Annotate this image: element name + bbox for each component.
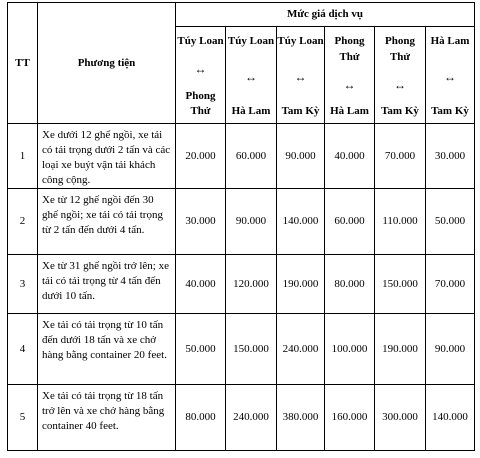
price-cell: 40.000 (176, 255, 226, 314)
price-cell: 240.000 (277, 314, 325, 385)
price-cell: 20.000 (176, 124, 226, 189)
price-cell: 240.000 (226, 385, 277, 451)
header-route-6 (426, 27, 475, 124)
header-tt: TT (8, 3, 38, 124)
route-from: Túy Loan (277, 35, 324, 47)
price-cell: 30.000 (426, 124, 475, 189)
price-cell: 300.000 (375, 385, 426, 451)
price-cell: 90.000 (277, 124, 325, 189)
header-route-3 (277, 27, 325, 124)
price-cell: 90.000 (426, 314, 475, 385)
header-vehicle: Phương tiện (38, 3, 176, 124)
price-cell: 50.000 (426, 189, 475, 255)
price-cell: 140.000 (277, 189, 325, 255)
route-to: Phong Thử (185, 90, 216, 117)
price-cell: 70.000 (375, 124, 426, 189)
double-arrow-icon: ↔ (294, 69, 307, 84)
row-tt: 4 (8, 314, 38, 385)
table-row (8, 255, 475, 314)
route-to: Hà Lam (231, 105, 271, 117)
price-cell: 30.000 (176, 189, 226, 255)
header-route-4 (325, 27, 375, 124)
row-tt: 1 (8, 124, 38, 189)
double-arrow-icon: ↔ (394, 77, 406, 92)
double-arrow-icon: ↔ (444, 69, 456, 84)
price-cell: 190.000 (277, 255, 325, 314)
price-cell: 140.000 (426, 385, 475, 451)
route-from: Phong Thử (385, 35, 415, 63)
price-cell: 70.000 (426, 255, 475, 314)
table-row (8, 189, 475, 255)
route-from: Túy Loan (177, 35, 224, 47)
price-cell: 90.000 (226, 189, 277, 255)
price-cell: 190.000 (375, 314, 426, 385)
row-vehicle: Xe từ 12 ghế ngồi đến 30 ghế ngồi; xe tải có tải trọng từ 2 tấn đến dưới 4 tấn. (38, 189, 176, 255)
route-from: Túy Loan (227, 35, 275, 47)
table-row (8, 385, 475, 451)
route-to: Tam Kỳ (431, 105, 469, 117)
row-tt: 3 (8, 255, 38, 314)
route-to: Tam Kỳ (381, 105, 419, 117)
price-cell: 60.000 (226, 124, 277, 189)
row-vehicle: Xe tải có tải trọng từ 18 tấn trở lên và xe chở hàng bằng container 40 feet. (38, 385, 176, 451)
header-route-1 (176, 27, 226, 124)
price-cell: 50.000 (176, 314, 226, 385)
route-from: Hà Lam (430, 35, 470, 47)
route-to: Hà Lam (330, 105, 369, 117)
price-cell: 150.000 (375, 255, 426, 314)
table-row (8, 124, 475, 189)
price-cell: 80.000 (325, 255, 375, 314)
price-cell: 160.000 (325, 385, 375, 451)
header-route-5 (375, 27, 426, 124)
price-cell: 150.000 (226, 314, 277, 385)
double-arrow-icon: ↔ (245, 69, 257, 84)
double-arrow-icon: ↔ (194, 62, 207, 76)
header-route-2 (226, 27, 277, 124)
row-vehicle: Xe tải có tải trọng từ 10 tấn đến dưới 18 tấn và xe chở hàng bằng container 20 feet. (38, 314, 176, 385)
route-to: Tam Kỳ (281, 105, 320, 117)
price-cell: 110.000 (375, 189, 426, 255)
row-tt: 2 (8, 189, 38, 255)
price-cell: 380.000 (277, 385, 325, 451)
price-table (7, 2, 475, 451)
price-cell: 40.000 (325, 124, 375, 189)
price-cell: 120.000 (226, 255, 277, 314)
price-cell: 60.000 (325, 189, 375, 255)
row-tt: 5 (8, 385, 38, 451)
price-cell: 100.000 (325, 314, 375, 385)
route-from: Phong Thử (334, 35, 365, 63)
header-price-group: Mức giá dịch vụ (176, 3, 475, 27)
row-vehicle: Xe từ 31 ghế ngồi trở lên; xe tải có tải trọng từ 4 tấn đến dưới 10 tấn. (38, 255, 176, 314)
table-row (8, 314, 475, 385)
double-arrow-icon: ↔ (343, 77, 356, 92)
price-cell: 80.000 (176, 385, 226, 451)
row-vehicle: Xe dưới 12 ghế ngồi, xe tải có tải trọng dưới 2 tấn và các loại xe buýt vận tải khách công cộng. (38, 124, 176, 189)
